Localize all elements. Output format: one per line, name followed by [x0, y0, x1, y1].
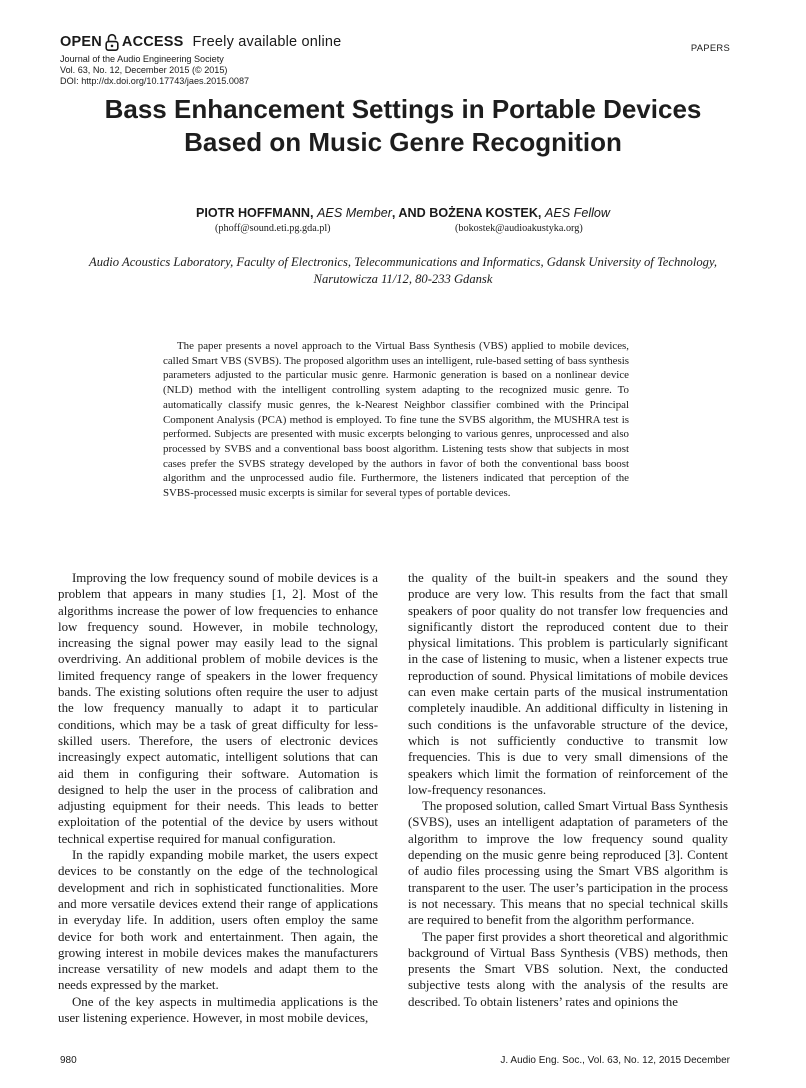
journal-doi: DOI: http://dx.doi.org/10.17743/jaes.2015.0087 [60, 76, 250, 87]
journal-name: Journal of the Audio Engineering Society [60, 54, 224, 64]
abstract: The paper presents a novel approach to the Virtual Bass Synthesis (VBS) applied to mobile devices, called Smart VBS (SVBS). The proposed algorithm uses an intelligent, rule-based setting of bass synthesis parameters adjusted to the particular music genre. Harmonic generation is based on a nonlinear device (NLD) method with the intelligent controlling system adapting to the recognized music genre. To automatically classify music genres, the k-Nearest Neighbor classifier combined with the Principal Component Analysis (PCA) method is employed. To fine tune the SVBS algorithm, the MUSHRA test is performed. Subjects are presented with music excerpts belonging to various genres, unprocessed and also processed by SVBS and a conventional bass boost algorithm. Listening tests show that subjects in most cases prefer the SVBS strategy developed by the authors in favor of both the conventional bass boost algorithm and the unprocessed audio file. Furthermore, the listeners indicated that perception of the SVBS-processed music excerpts is similar for several types of portable devices. [163, 340, 629, 500]
paragraph: The proposed solution, called Smart Virtual Bass Synthesis (SVBS), uses an intelligent adaptation of parameters of the algorithm to improve the low frequency sound quality depending on the music genre being reproduced [3]. Content of audio files processing using the Smart VBS algorithm is transparent to the user. The user’s participation in the process is not necessary. This means that no special technical skills are required to benefit from the algorithm performance. [408, 799, 728, 928]
paper-title [40, 93, 766, 159]
body-column-left [58, 570, 378, 1026]
paragraph: The paper first provides a short theoretical and algorithmic background of Virtual Bass Synthesis (VBS) methods, then presents the Smart VBS solution. Next, the conducted subjective tests along with the analysis of the results are described. To obtain listeners’ rates and opinions the [408, 929, 728, 1009]
title-line-1: Bass Enhancement Settings in Portable Devices [104, 94, 702, 124]
open-label: OPEN [60, 34, 102, 50]
author-2-email: (bokostek@audioakustyka.org) [455, 223, 583, 234]
journal-volume: Vol. 63, No. 12, December 2015 (© 2015) [60, 65, 228, 76]
paragraph: Improving the low frequency sound of mobile devices is a problem that appears in many studies [1, 2]. Most of the algorithms increase the power of low frequencies to enhance low frequency sound. However, in mobile technology, increasing the signal power may easily lead to the signal overdriving. An additional problem of mobile devices is the limited frequency range of speakers in the lower frequency bands. The existing solutions often require the user to adjust the low frequency manually to adapt it to particular conditions, which may be a task of great difficulty for less-skilled users. Therefore, the users of electronic devices increasingly expect automatic, intelligent solutions that can aid them in configuring their software. Automation is designed to help the user in the process of calibration and adjusting equipment for their needs. This leads to better exploitation of the potential of the device by users without technical expertise required for manual configuration. [58, 571, 378, 846]
author-1-role: AES Member [317, 206, 392, 220]
title-line-2: Based on Music Genre Recognition [184, 127, 622, 157]
freely-available-label: Freely available online [192, 34, 342, 50]
page-number: 980 [60, 1055, 77, 1066]
section-label: PAPERS [690, 42, 730, 53]
paragraph: One of the key aspects in multimedia applications is the user listening experience. However, in most mobile devices, [58, 994, 378, 1026]
author-2-name: BOŻENA KOSTEK, [429, 206, 542, 220]
author-line [0, 206, 806, 220]
footer-citation: J. Audio Eng. Soc., Vol. 63, No. 12, 2015 December [500, 1055, 730, 1066]
paragraph: In the rapidly expanding mobile market, the users expect devices to be constantly on the edge of the technological development and rich in sophisticated functionalities. More and more versatile devices extend their range of applications in everyday life. In addition, users often employ the same device for both work and entertainment. Then again, the growing interest in mobile devices makes the manufacturers increase versatility of new models and adapt them to the needs expressed by the market. [58, 848, 378, 993]
author-joiner: , AND [391, 206, 430, 220]
journal-meta [60, 54, 249, 88]
author-1-email: (phoff@sound.eti.pg.gda.pl) [215, 223, 331, 234]
affiliation: Audio Acoustics Laboratory, Faculty of Electronics, Telecommunications and Informatics, Gdansk University of Technology, Narutowicza 11/12, 80-233 Gdansk [89, 255, 717, 286]
open-padlock-icon [105, 33, 119, 51]
open-access-banner [60, 33, 341, 51]
access-label: ACCESS [121, 34, 184, 50]
body-column-right [408, 570, 728, 1010]
author-2-role: AES Fellow [544, 206, 611, 220]
author-1-name: PIOTR HOFFMANN, [195, 206, 314, 220]
paragraph: the quality of the built-in speakers and the sound they produce are very low. This results from the fact that small speakers of poor quality do not transfer low frequencies and significantly distort the reproduced content due to their physical limitations. This problem is particularly significant in the case of listening to music, when a listener expects true reproduction of sound. Physical limitations of mobile devices can even make certain parts of the musical instrumentation completely inaudible. An additional difficulty in listening in such conditions is the unfavorable structure of the device, which is not sufficiently conductive to transmit low frequencies. This is due to very small dimensions of the speakers which limit the formation of reinforcement of the low-frequency resonances. [408, 571, 728, 797]
